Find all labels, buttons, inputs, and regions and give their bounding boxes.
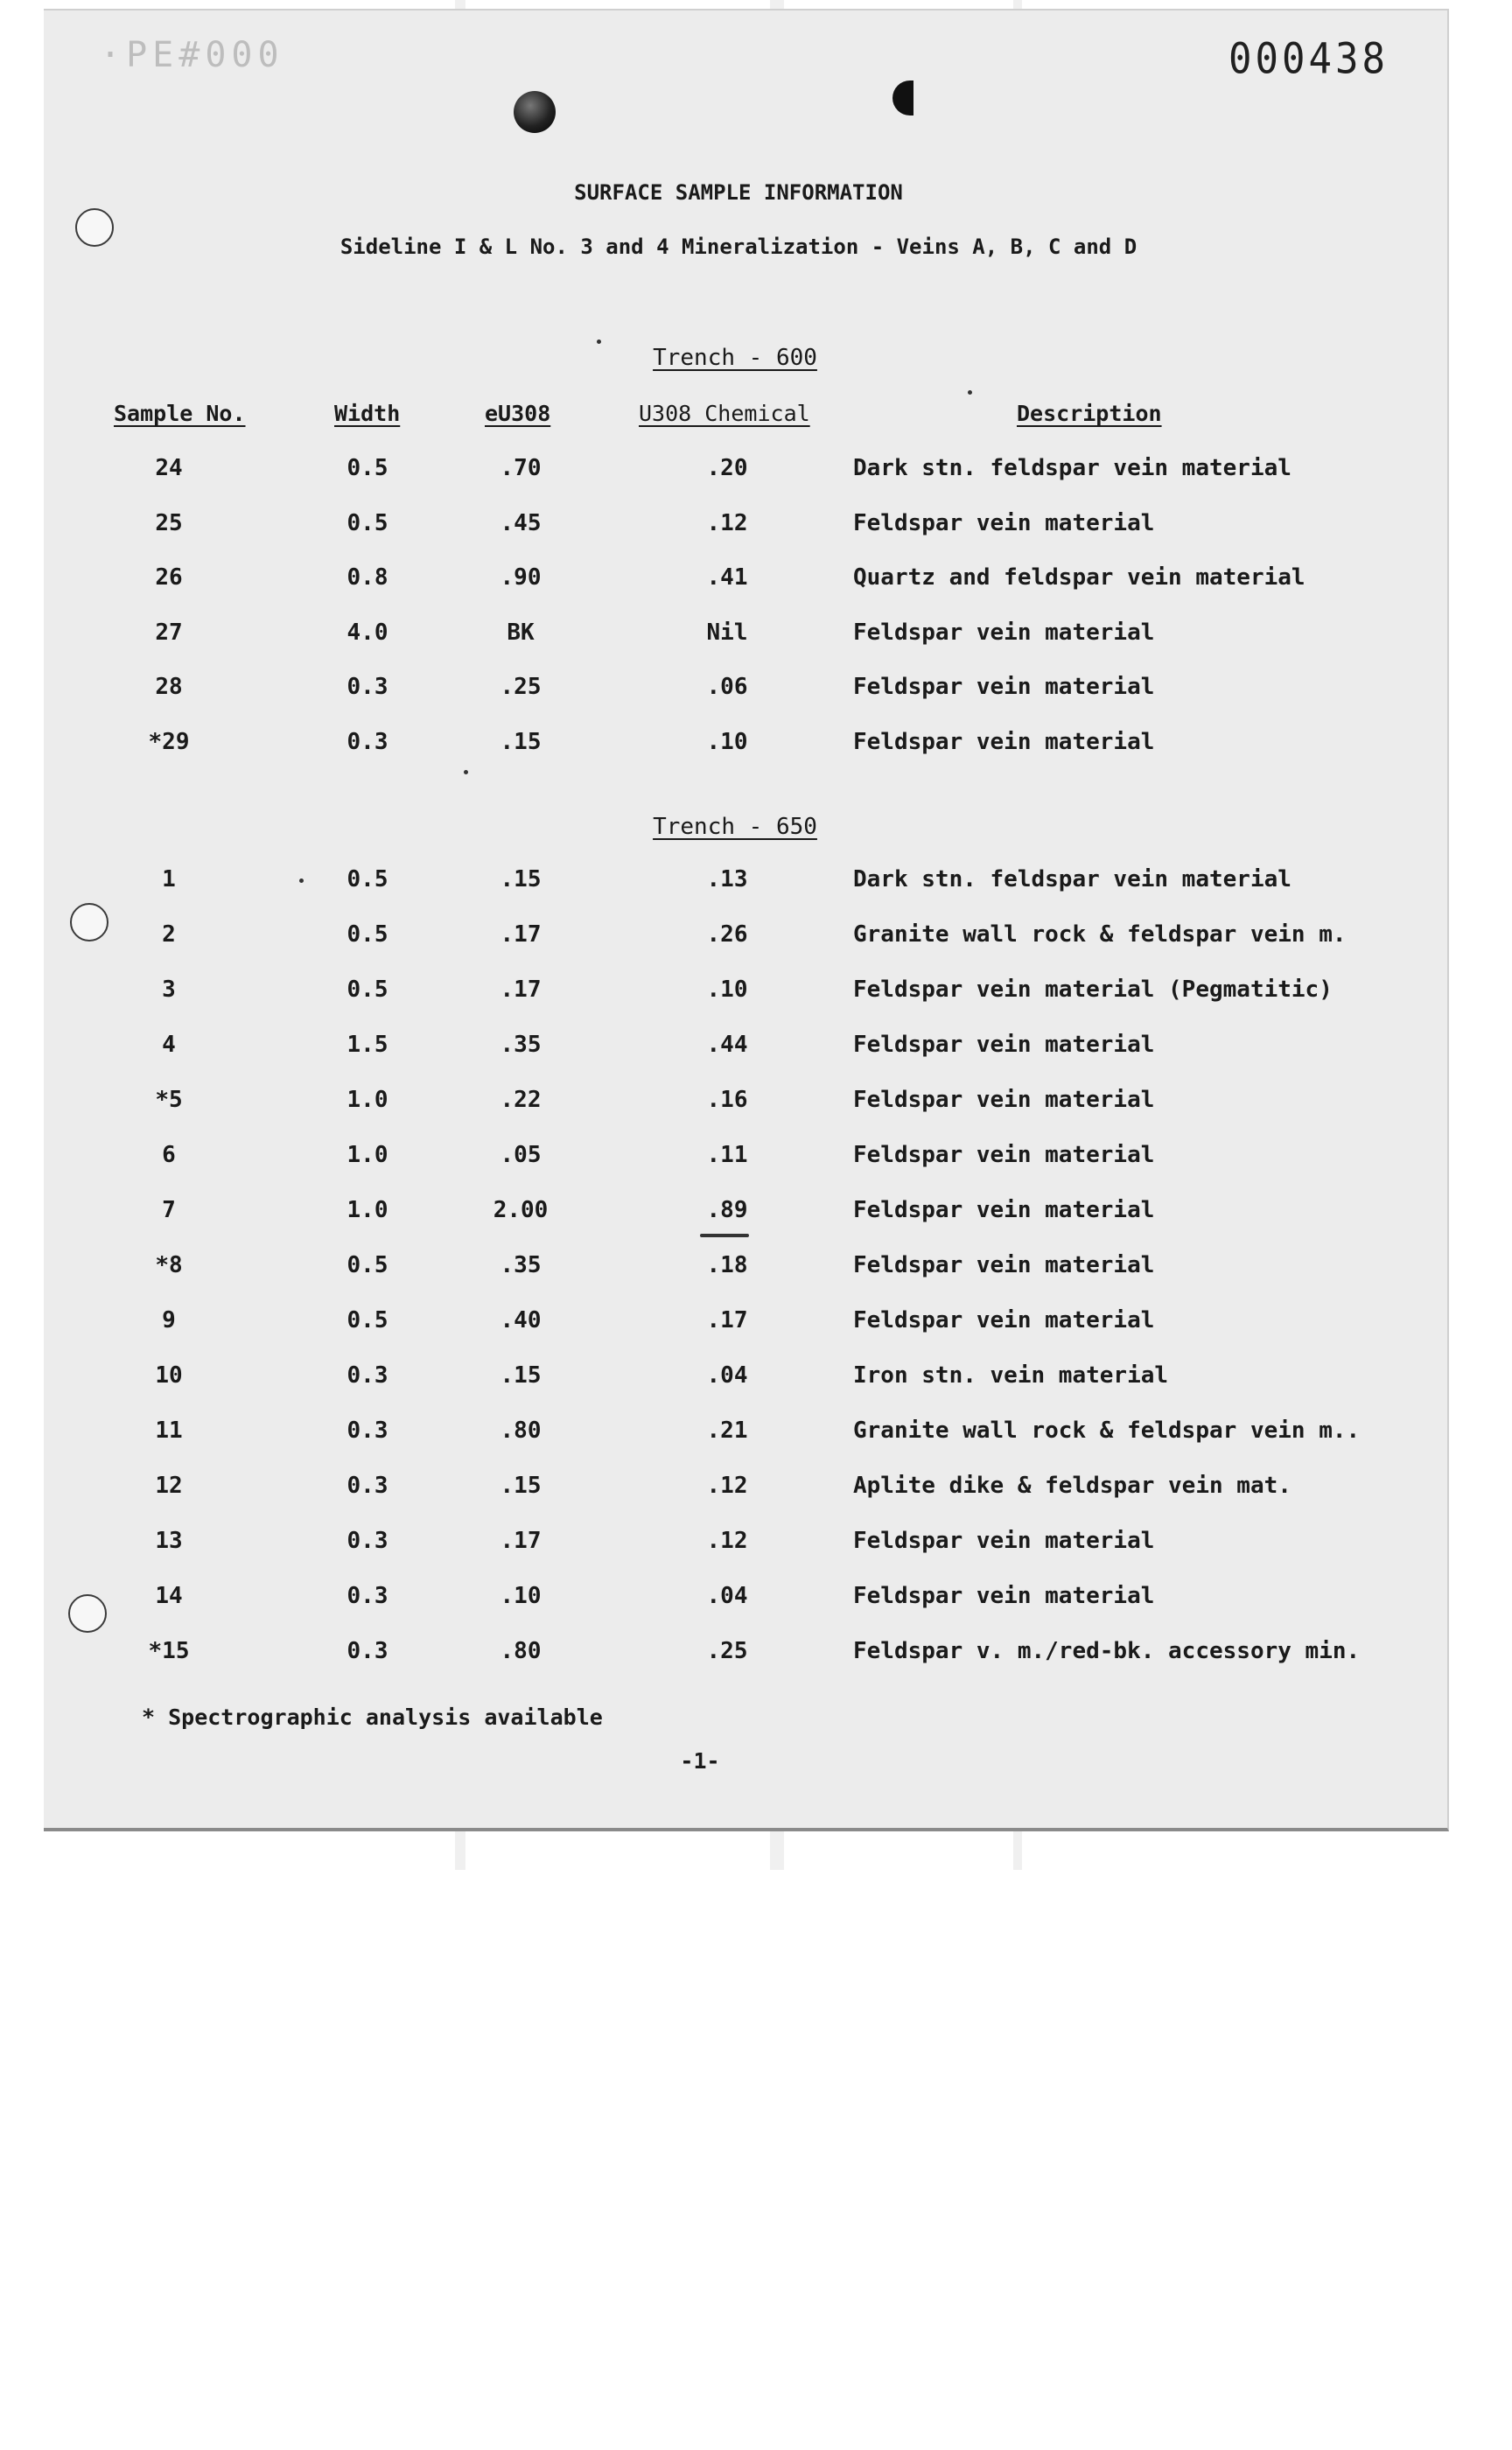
punch-hole-icon — [68, 1594, 107, 1633]
description-cell: Aplite dike & feldspar vein mat. — [853, 1473, 1292, 1499]
scan-speck — [299, 878, 304, 883]
scan-speck — [597, 340, 601, 344]
description-cell: Granite wall rock & feldspar vein m. — [853, 921, 1347, 948]
width-cell: 0.5 — [346, 866, 388, 892]
eu3o8-cell: .80 — [500, 1418, 542, 1444]
sample-no-cell: 11 — [155, 1418, 183, 1444]
u3o8-chemical-cell: .44 — [706, 1032, 748, 1058]
width-cell: 0.5 — [346, 455, 388, 481]
sample-no-cell: 4 — [162, 1032, 176, 1058]
sample-no-cell: 6 — [162, 1142, 176, 1168]
u3o8-chemical-cell: .20 — [706, 455, 748, 481]
scan-speck — [968, 390, 972, 395]
description-cell: Feldspar vein material — [853, 674, 1155, 700]
binder-hole-icon — [514, 91, 556, 133]
sample-no-cell: 27 — [155, 619, 183, 646]
eu3o8-cell: .25 — [500, 674, 542, 700]
sample-no-cell: 26 — [155, 564, 183, 591]
description-cell: Feldspar vein material — [853, 1583, 1155, 1609]
faint-stamp-id: ·PE#000 — [100, 35, 284, 75]
sample-no-cell: *8 — [155, 1252, 183, 1278]
description-cell: Feldspar vein material — [853, 1307, 1155, 1334]
description-cell: Feldspar v. m./red-bk. accessory min. — [853, 1638, 1361, 1664]
width-cell: 0.5 — [346, 921, 388, 948]
width-cell: 1.0 — [346, 1142, 388, 1168]
width-cell: 0.3 — [346, 1418, 388, 1444]
u3o8-chemical-cell: .10 — [706, 728, 748, 755]
width-cell: 0.3 — [346, 1528, 388, 1554]
sample-no-cell: 24 — [155, 455, 183, 481]
description-cell: Quartz and feldspar vein material — [853, 564, 1306, 591]
sample-no-cell: *15 — [148, 1638, 190, 1664]
document-page — [44, 9, 1449, 1831]
width-cell: 0.8 — [346, 564, 388, 591]
column-header-sample-no: Sample No. — [114, 401, 246, 426]
u3o8-chemical-cell: .13 — [706, 866, 748, 892]
sample-no-cell: 2 — [162, 921, 176, 948]
sample-no-cell: 1 — [162, 866, 176, 892]
u3o8-chemical-cell: .25 — [706, 1638, 748, 1664]
description-cell: Dark stn. feldspar vein material — [853, 866, 1292, 892]
trench-650-heading: Trench - 650 — [653, 814, 817, 840]
width-cell: 0.3 — [346, 1583, 388, 1609]
description-cell: Dark stn. feldspar vein material — [853, 455, 1292, 481]
page-title: SURFACE SAMPLE INFORMATION — [574, 180, 903, 205]
sample-no-cell: 7 — [162, 1197, 176, 1223]
width-cell: 4.0 — [346, 619, 388, 646]
column-header-u3o8-chemical: U308 Chemical — [639, 401, 810, 426]
column-header-eu3o8: eU308 — [485, 401, 551, 426]
page-subtitle: Sideline I & L No. 3 and 4 Mineralization - Veins A, B, C and D — [340, 234, 1138, 259]
sample-no-cell: 25 — [155, 509, 183, 536]
description-cell: Feldspar vein material — [853, 1197, 1155, 1223]
u3o8-chemical-cell: .04 — [706, 1583, 748, 1609]
sample-no-cell: 28 — [155, 674, 183, 700]
eu3o8-cell: .40 — [500, 1307, 542, 1334]
description-cell: Iron stn. vein material — [853, 1362, 1169, 1389]
u3o8-chemical-cell: .10 — [706, 976, 748, 1003]
description-cell: Feldspar vein material — [853, 1528, 1155, 1554]
u3o8-chemical-cell: .11 — [706, 1142, 748, 1168]
width-cell: 0.5 — [346, 1252, 388, 1278]
eu3o8-cell: .15 — [500, 1473, 542, 1499]
punch-hole-icon — [70, 903, 108, 942]
description-cell: Feldspar vein material — [853, 728, 1155, 755]
column-header-description: Description — [1017, 401, 1162, 426]
description-cell: Feldspar vein material — [853, 509, 1155, 536]
page-number: -1- — [680, 1748, 720, 1774]
sample-no-cell: 13 — [155, 1528, 183, 1554]
description-cell: Feldspar vein material (Pegmatitic) — [853, 976, 1333, 1003]
eu3o8-cell: .35 — [500, 1032, 542, 1058]
eu3o8-cell: .70 — [500, 455, 542, 481]
width-cell: 1.5 — [346, 1032, 388, 1058]
u3o8-chemical-cell: .26 — [706, 921, 748, 948]
footnote: * Spectrographic analysis available — [142, 1704, 603, 1730]
sample-no-cell: *29 — [148, 728, 190, 755]
u3o8-chemical-cell: .41 — [706, 564, 748, 591]
width-cell: 0.3 — [346, 1362, 388, 1389]
u3o8-chemical-cell: .17 — [706, 1307, 748, 1334]
sample-no-cell: *5 — [155, 1087, 183, 1113]
column-header-width: Width — [334, 401, 401, 426]
u3o8-chemical-cell: Nil — [706, 619, 748, 646]
eu3o8-cell: .15 — [500, 1362, 542, 1389]
sample-no-cell: 12 — [155, 1473, 183, 1499]
width-cell: 0.3 — [346, 1638, 388, 1664]
sample-no-cell: 14 — [155, 1583, 183, 1609]
eu3o8-cell: BK — [507, 619, 535, 646]
description-cell: Feldspar vein material — [853, 1087, 1155, 1113]
eu3o8-cell: .10 — [500, 1583, 542, 1609]
eu3o8-cell: .15 — [500, 866, 542, 892]
eu3o8-cell: .35 — [500, 1252, 542, 1278]
eu3o8-cell: .22 — [500, 1087, 542, 1113]
eu3o8-cell: 2.00 — [493, 1197, 549, 1223]
handwritten-underline — [700, 1234, 749, 1237]
eu3o8-cell: .90 — [500, 564, 542, 591]
sample-no-cell: 9 — [162, 1307, 176, 1334]
u3o8-chemical-cell: .12 — [706, 1528, 748, 1554]
eu3o8-cell: .05 — [500, 1142, 542, 1168]
description-cell: Feldspar vein material — [853, 1032, 1155, 1058]
u3o8-chemical-cell: .18 — [706, 1252, 748, 1278]
width-cell: 0.5 — [346, 509, 388, 536]
u3o8-chemical-cell: .12 — [706, 1473, 748, 1499]
width-cell: 0.5 — [346, 1307, 388, 1334]
width-cell: 0.3 — [346, 728, 388, 755]
eu3o8-cell: .17 — [500, 921, 542, 948]
eu3o8-cell: .17 — [500, 976, 542, 1003]
width-cell: 0.3 — [346, 1473, 388, 1499]
description-cell: Granite wall rock & feldspar vein m.. — [853, 1418, 1361, 1444]
description-cell: Feldspar vein material — [853, 1142, 1155, 1168]
u3o8-chemical-cell: .04 — [706, 1362, 748, 1389]
scan-speck — [464, 770, 468, 774]
width-cell: 0.5 — [346, 976, 388, 1003]
description-cell: Feldspar vein material — [853, 619, 1155, 646]
sample-no-cell: 3 — [162, 976, 176, 1003]
description-cell: Feldspar vein material — [853, 1252, 1155, 1278]
width-cell: 1.0 — [346, 1197, 388, 1223]
width-cell: 0.3 — [346, 674, 388, 700]
document-number: 000438 — [1228, 34, 1389, 84]
eu3o8-cell: .15 — [500, 728, 542, 755]
eu3o8-cell: .45 — [500, 509, 542, 536]
eu3o8-cell: .80 — [500, 1638, 542, 1664]
eu3o8-cell: .17 — [500, 1528, 542, 1554]
u3o8-chemical-cell: .16 — [706, 1087, 748, 1113]
sample-no-cell: 10 — [155, 1362, 183, 1389]
u3o8-chemical-cell: .89 — [706, 1197, 748, 1223]
u3o8-chemical-cell: .06 — [706, 674, 748, 700]
u3o8-chemical-cell: .21 — [706, 1418, 748, 1444]
u3o8-chemical-cell: .12 — [706, 509, 748, 536]
trench-600-heading: Trench - 600 — [653, 345, 817, 371]
width-cell: 1.0 — [346, 1087, 388, 1113]
